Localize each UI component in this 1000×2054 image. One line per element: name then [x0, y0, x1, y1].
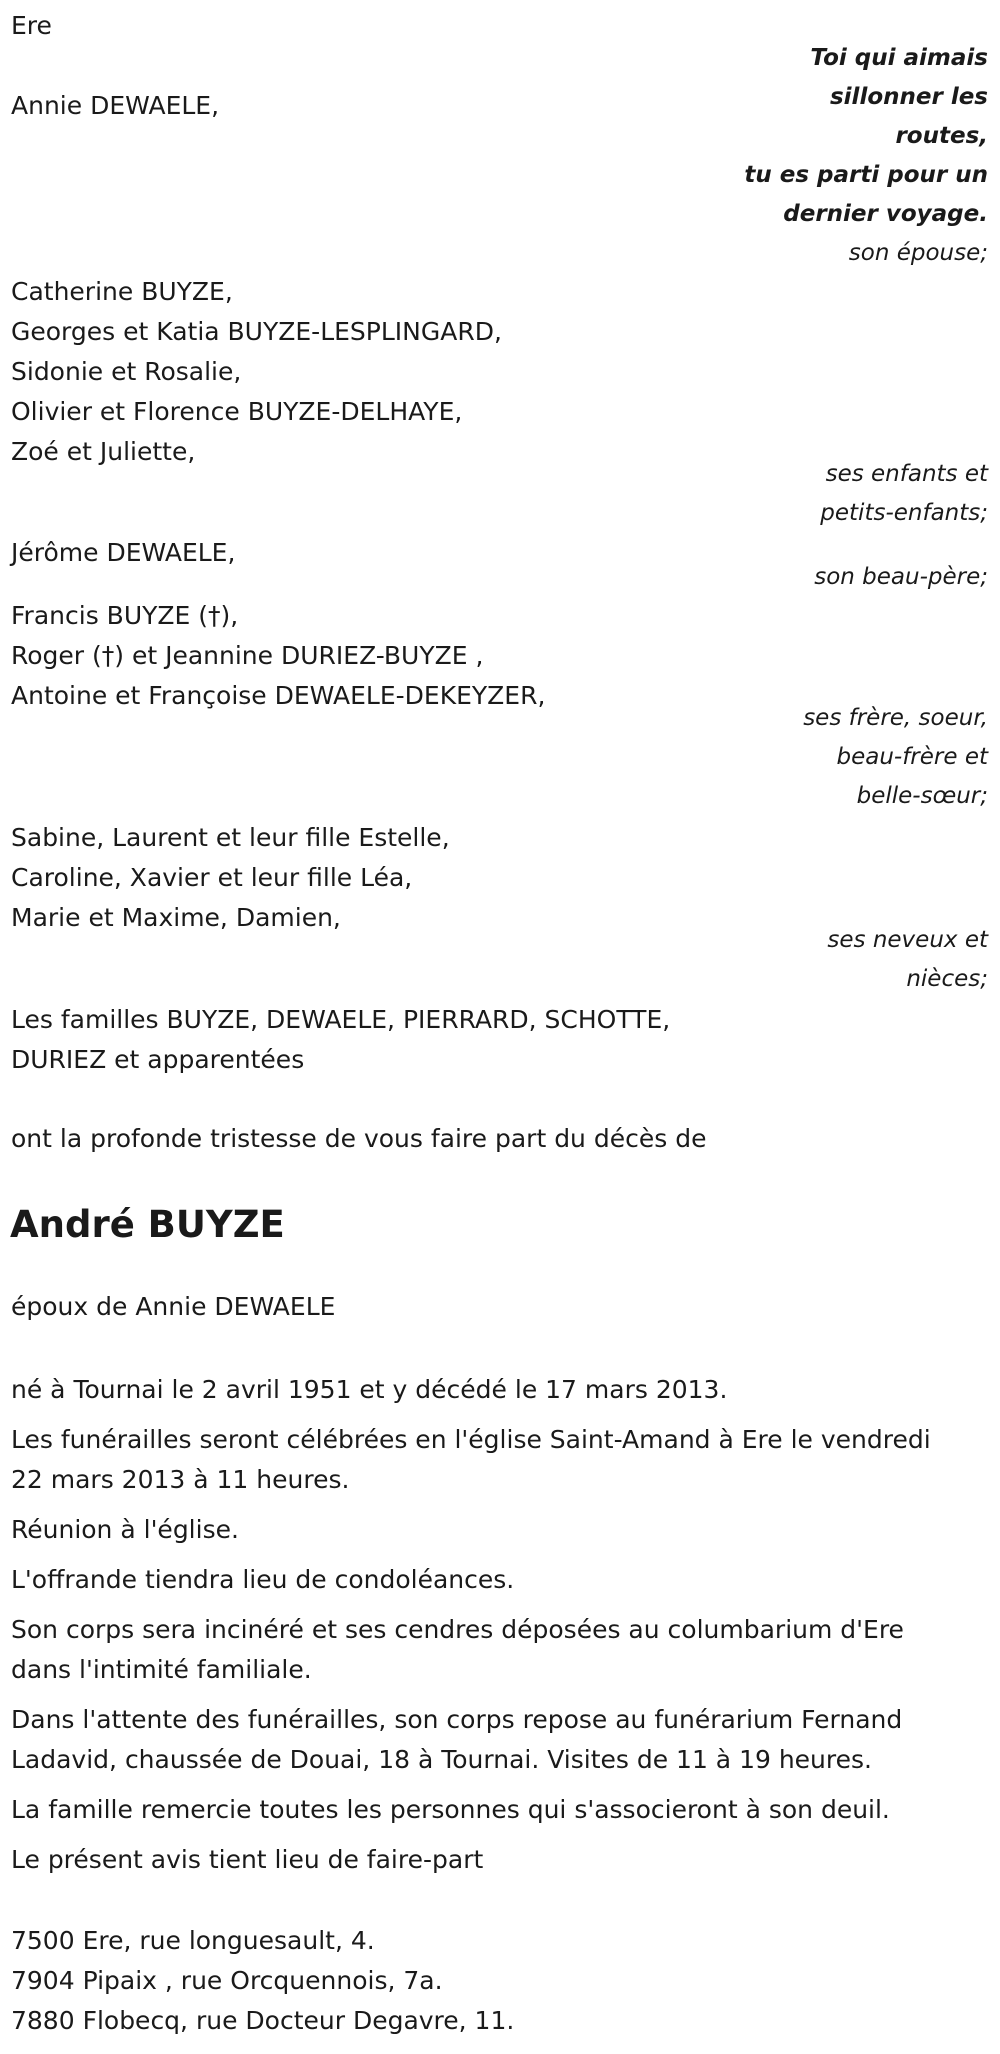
relation-nephews: nièces;	[906, 966, 988, 992]
sibling-entry: Roger (†) et Jeannine DURIEZ-BUYZE ,	[11, 641, 484, 670]
sibling-entry: Antoine et Françoise DEWAELE-DEKEYZER,	[11, 681, 546, 710]
notice-info: Le présent avis tient lieu de faire-part	[11, 1845, 484, 1874]
meeting-info: Réunion à l'église.	[11, 1515, 239, 1544]
nephew-entry: Sabine, Laurent et leur fille Estelle,	[11, 823, 450, 852]
families-entry: Les familles BUYZE, DEWAELE, PIERRARD, SCHOTTE,	[11, 1005, 671, 1034]
child-entry: Georges et Katia BUYZE-LESPLINGARD,	[11, 317, 502, 346]
nephew-entry: Caroline, Xavier et leur fille Léa,	[11, 863, 413, 892]
funerarium-info: Dans l'attente des funérailles, son corps repose au funérarium Fernand	[11, 1705, 903, 1734]
birth-death: né à Tournai le 2 avril 1951 et y décédé le 17 mars 2013.	[11, 1375, 728, 1404]
relation-children: ses enfants et	[825, 461, 988, 487]
cremation-info: dans l'intimité familiale.	[11, 1655, 312, 1684]
spouse-of: époux de Annie DEWAELE	[11, 1292, 336, 1321]
offering-info: L'offrande tiendra lieu de condoléances.	[11, 1565, 515, 1594]
child-entry: Olivier et Florence BUYZE-DELHAYE,	[11, 397, 463, 426]
father-in-law: Jérôme DEWAELE,	[11, 538, 236, 567]
address-line: 7904 Pipaix , rue Orcquennois, 7a.	[11, 1966, 443, 1995]
funeral-info: 22 mars 2013 à 11 heures.	[11, 1465, 350, 1494]
relation-nephews: ses neveux et	[827, 927, 988, 953]
deceased-name: André BUYZE	[10, 1203, 285, 1246]
address-line: 7880 Flobecq, rue Docteur Degavre, 11.	[11, 2006, 515, 2035]
relation-spouse: son épouse;	[848, 240, 988, 266]
sibling-entry: Francis BUYZE (†),	[11, 601, 239, 630]
funeral-info: Les funérailles seront célébrées en l'église Saint-Amand à Ere le vendredi	[11, 1425, 931, 1454]
relation-siblings: beau-frère et	[836, 744, 988, 770]
announcement: ont la profonde tristesse de vous faire part du décès de	[11, 1124, 707, 1153]
epitaph-line: Toi qui aimais	[810, 45, 988, 71]
cremation-info: Son corps sera incinéré et ses cendres déposées au columbarium d'Ere	[11, 1615, 904, 1644]
epitaph-line: sillonner les	[829, 84, 988, 110]
epitaph-line: dernier voyage.	[783, 201, 988, 227]
address-line: 7500 Ere, rue longuesault, 4.	[11, 1926, 375, 1955]
epitaph-line: routes,	[895, 123, 988, 149]
town: Ere	[11, 11, 52, 40]
thanks-info: La famille remercie toutes les personnes qui s'associeront à son deuil.	[11, 1795, 890, 1824]
relation-father-in-law: son beau-père;	[814, 564, 988, 590]
families-entry: DURIEZ et apparentées	[11, 1045, 305, 1074]
epitaph-line: tu es parti pour un	[744, 162, 988, 188]
child-entry: Zoé et Juliette,	[11, 437, 196, 466]
child-entry: Sidonie et Rosalie,	[11, 357, 242, 386]
relation-siblings: ses frère, soeur,	[803, 705, 988, 731]
relation-children: petits-enfants;	[820, 500, 988, 526]
child-entry: Catherine BUYZE,	[11, 277, 233, 306]
nephew-entry: Marie et Maxime, Damien,	[11, 903, 341, 932]
funerarium-info: Ladavid, chaussée de Douai, 18 à Tournai. Visites de 11 à 19 heures.	[11, 1745, 872, 1774]
spouse-name: Annie DEWAELE,	[11, 91, 220, 120]
relation-siblings: belle-sœur;	[856, 783, 988, 809]
